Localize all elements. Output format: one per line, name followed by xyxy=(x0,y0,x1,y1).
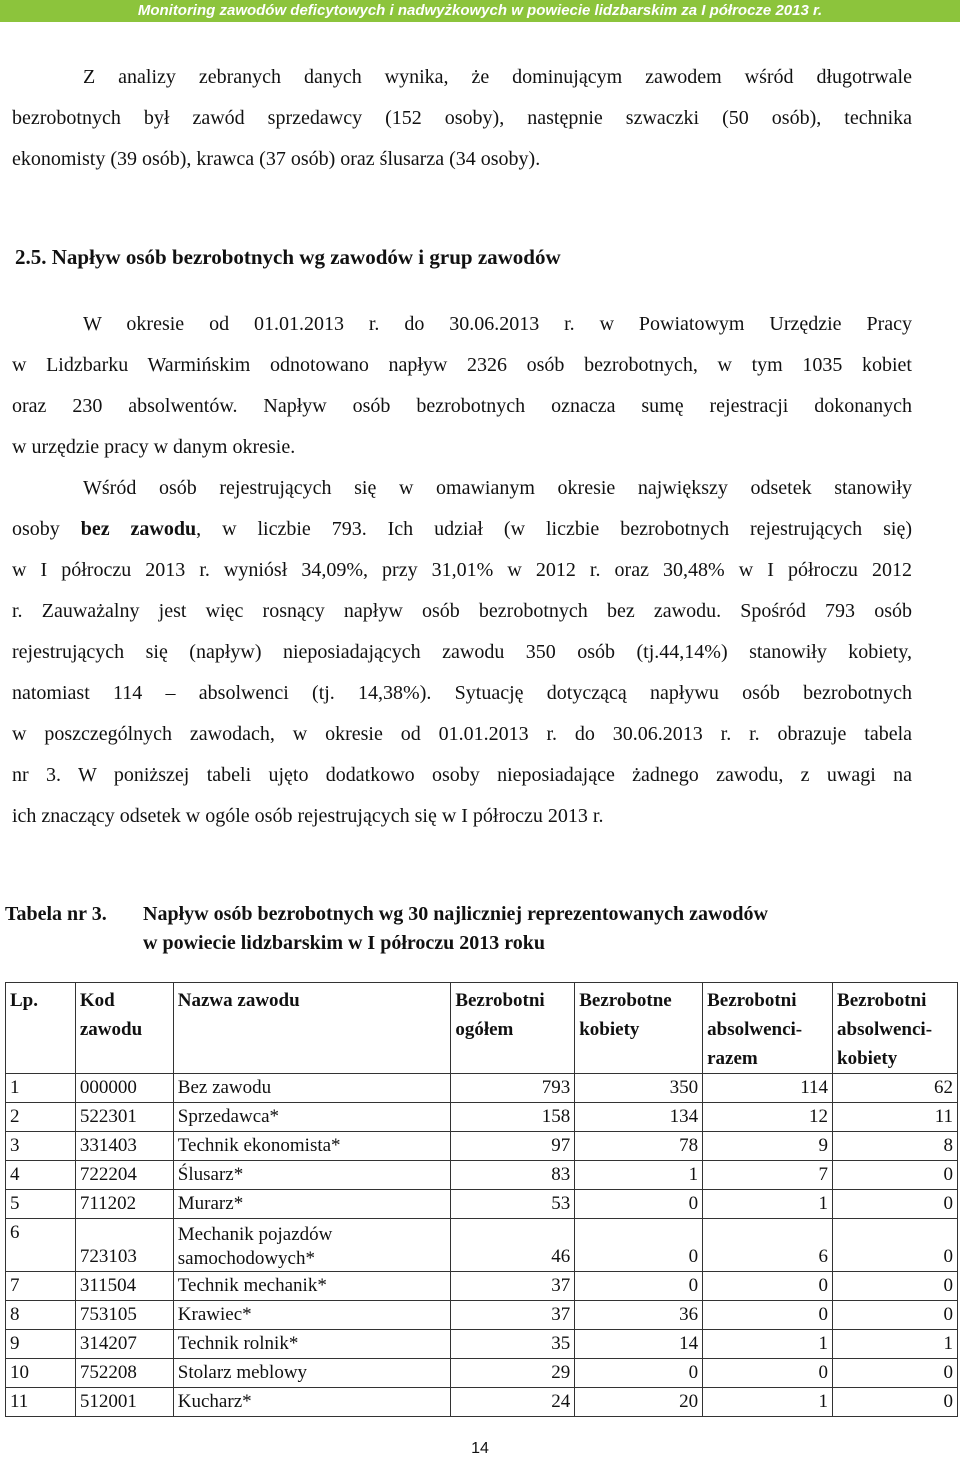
cell-lp: 7 xyxy=(6,1272,76,1301)
cell-nazwa: Ślusarz* xyxy=(173,1161,451,1190)
cell-nazwa: Stolarz meblowy xyxy=(173,1359,451,1388)
cell-nazwa: Krawiec* xyxy=(173,1301,451,1330)
cell-kod: 522301 xyxy=(75,1103,173,1132)
cell-ogolem: 24 xyxy=(451,1388,575,1417)
cell-nazwa: Technik mechanik* xyxy=(173,1272,451,1301)
cell-kobiety: 36 xyxy=(575,1301,703,1330)
cell-kod: 711202 xyxy=(75,1190,173,1219)
text-line: w urzędzie pracy w danym okresie. xyxy=(12,436,296,458)
cell-abs-razem: 1 xyxy=(703,1190,833,1219)
text-line: Wśród osób rejestrujących się w omawianym okresie największy odsetek stanowiły xyxy=(83,477,912,499)
cell-lp: 4 xyxy=(6,1161,76,1190)
cell-lp: 11 xyxy=(6,1388,76,1417)
header-kobiety: Bezrobotne kobiety xyxy=(575,983,703,1074)
cell-kobiety: 350 xyxy=(575,1074,703,1103)
data-table xyxy=(5,982,958,1417)
table-row xyxy=(6,1103,958,1132)
table-row xyxy=(6,1190,958,1219)
cell-abs-kobiety: 0 xyxy=(833,1359,958,1388)
header-band xyxy=(0,0,960,22)
cell-abs-razem: 1 xyxy=(703,1388,833,1417)
header-abs-kobiety: Bezrobotni absolwenci-kobiety xyxy=(833,983,958,1074)
cell-abs-kobiety: 0 xyxy=(833,1219,958,1272)
body-paragraph-1 xyxy=(12,304,912,468)
text-line: Z analizy zebranych danych wynika, że dominującym zawodem wśród długotrwale xyxy=(83,66,912,88)
table-row xyxy=(6,1330,958,1359)
cell-lp: 3 xyxy=(6,1132,76,1161)
text-line: r. Zauważalny jest więc rosnący napływ osób bezrobotnych bez zawodu. Spośród 793 osób xyxy=(12,600,912,622)
cell-abs-kobiety: 0 xyxy=(833,1161,958,1190)
table-row xyxy=(6,1074,958,1103)
text-line: w Lidzbarku Warmińskim odnotowano napływ 2326 osób bezrobotnych, w tym 1035 kobiet xyxy=(12,354,912,376)
cell-nazwa: Kucharz* xyxy=(173,1388,451,1417)
cell-kod: 752208 xyxy=(75,1359,173,1388)
cell-kod: 753105 xyxy=(75,1301,173,1330)
cell-lp: 1 xyxy=(6,1074,76,1103)
table-row xyxy=(6,1132,958,1161)
cell-lp: 5 xyxy=(6,1190,76,1219)
cell-nazwa: Mechanik pojazdów samochodowych* xyxy=(173,1219,451,1272)
intro-paragraph xyxy=(12,57,912,180)
cell-kobiety: 0 xyxy=(575,1190,703,1219)
text-line: osoby bez zawodu, w liczbie 793. Ich udział (w liczbie bezrobotnych rejestrujących się) xyxy=(12,518,912,540)
text-line: rejestrujących się (napływ) nieposiadających zawodu 350 osób (tj.44,14%) stanowiły kobiety, xyxy=(12,641,912,663)
cell-kobiety: 20 xyxy=(575,1388,703,1417)
cell-kod: 331403 xyxy=(75,1132,173,1161)
cell-nazwa: Bez zawodu xyxy=(173,1074,451,1103)
cell-abs-razem: 9 xyxy=(703,1132,833,1161)
text-line: natomiast 114 – absolwenci (tj. 14,38%). Sytuację dotyczącą napływu osób bezrobotnych xyxy=(12,682,912,704)
cell-ogolem: 158 xyxy=(451,1103,575,1132)
header-title: Monitoring zawodów deficytowych i nadwyżkowych w powiecie lidzbarskim za I półrocze 2013 r. xyxy=(137,2,823,19)
text-line: ekonomisty (39 osób), krawca (37 osób) oraz ślusarza (34 osoby). xyxy=(12,148,541,170)
header-abs-razem: Bezrobotni absolwenci-razem xyxy=(703,983,833,1074)
table-header-row xyxy=(6,983,958,1074)
cell-abs-kobiety: 8 xyxy=(833,1132,958,1161)
cell-abs-kobiety: 1 xyxy=(833,1330,958,1359)
table-row xyxy=(6,1301,958,1330)
cell-lp: 10 xyxy=(6,1359,76,1388)
cell-abs-razem: 7 xyxy=(703,1161,833,1190)
cell-abs-razem: 6 xyxy=(703,1219,833,1272)
table-row xyxy=(6,1388,958,1417)
cell-lp: 8 xyxy=(6,1301,76,1330)
cell-ogolem: 37 xyxy=(451,1301,575,1330)
cell-abs-razem: 0 xyxy=(703,1359,833,1388)
text-line: oraz 230 absolwentów. Napływ osób bezrobotnych oznacza sumę rejestracji dokonanych xyxy=(12,395,912,417)
cell-ogolem: 37 xyxy=(451,1272,575,1301)
table-label: Tabela nr 3. xyxy=(5,903,107,925)
table-row xyxy=(6,1272,958,1301)
page-number: 14 xyxy=(471,1440,489,1457)
cell-lp: 9 xyxy=(6,1330,76,1359)
cell-kobiety: 1 xyxy=(575,1161,703,1190)
cell-kod: 723103 xyxy=(75,1219,173,1272)
cell-kod: 722204 xyxy=(75,1161,173,1190)
text-line: bezrobotnych był zawód sprzedawcy (152 osoby), następnie szwaczki (50 osób), technika xyxy=(12,107,912,129)
cell-ogolem: 83 xyxy=(451,1161,575,1190)
cell-kobiety: 78 xyxy=(575,1132,703,1161)
table-row xyxy=(6,1359,958,1388)
cell-kod: 000000 xyxy=(75,1074,173,1103)
cell-kod: 311504 xyxy=(75,1272,173,1301)
cell-ogolem: 793 xyxy=(451,1074,575,1103)
table-row xyxy=(6,1161,958,1190)
cell-ogolem: 35 xyxy=(451,1330,575,1359)
cell-abs-kobiety: 0 xyxy=(833,1388,958,1417)
cell-abs-kobiety: 11 xyxy=(833,1103,958,1132)
cell-abs-razem: 114 xyxy=(703,1074,833,1103)
cell-ogolem: 53 xyxy=(451,1190,575,1219)
text-line: W okresie od 01.01.2013 r. do 30.06.2013 r. w Powiatowym Urzędzie Pracy xyxy=(83,313,912,335)
text-line: w poszczególnych zawodach, w okresie od 01.01.2013 r. do 30.06.2013 r. r. obrazuje tabela xyxy=(12,723,912,745)
cell-abs-kobiety: 0 xyxy=(833,1301,958,1330)
cell-kobiety: 14 xyxy=(575,1330,703,1359)
cell-kobiety: 0 xyxy=(575,1359,703,1388)
cell-nazwa: Technik ekonomista* xyxy=(173,1132,451,1161)
cell-kod: 512001 xyxy=(75,1388,173,1417)
header-lp: Lp. xyxy=(6,983,76,1074)
header-kod: Kod zawodu xyxy=(75,983,173,1074)
header-nazwa: Nazwa zawodu xyxy=(173,983,451,1074)
section-heading: 2.5. Napływ osób bezrobotnych wg zawodów i grup zawodów xyxy=(15,245,561,269)
cell-abs-razem: 1 xyxy=(703,1330,833,1359)
cell-nazwa: Technik rolnik* xyxy=(173,1330,451,1359)
text-line: w I półroczu 2013 r. wyniósł 34,09%, przy 31,01% w 2012 r. oraz 30,48% w I półroczu 2012 xyxy=(12,559,912,581)
cell-abs-razem: 0 xyxy=(703,1272,833,1301)
cell-abs-razem: 0 xyxy=(703,1301,833,1330)
cell-lp: 6 xyxy=(6,1219,76,1272)
cell-nazwa: Murarz* xyxy=(173,1190,451,1219)
bold-phrase: bez zawodu xyxy=(80,518,197,540)
cell-abs-kobiety: 0 xyxy=(833,1272,958,1301)
cell-abs-razem: 12 xyxy=(703,1103,833,1132)
cell-kobiety: 0 xyxy=(575,1219,703,1272)
cell-nazwa: Sprzedawca* xyxy=(173,1103,451,1132)
header-ogolem: Bezrobotni ogółem xyxy=(451,983,575,1074)
table-row xyxy=(6,1219,958,1272)
body-paragraph-2 xyxy=(12,468,912,837)
cell-kobiety: 0 xyxy=(575,1272,703,1301)
cell-ogolem: 97 xyxy=(451,1132,575,1161)
table-title: Napływ osób bezrobotnych wg 30 najliczniej reprezentowanych zawodów w powiecie lidzbarskim w I półroczu 2013 roku xyxy=(143,903,768,954)
text-line: ich znaczący odsetek w ogóle osób rejestrujących się w I półroczu 2013 r. xyxy=(12,805,604,827)
cell-kod: 314207 xyxy=(75,1330,173,1359)
cell-kobiety: 134 xyxy=(575,1103,703,1132)
cell-lp: 2 xyxy=(6,1103,76,1132)
text-line: nr 3. W poniższej tabeli ujęto dodatkowo osoby nieposiadające żadnego zawodu, z uwagi na xyxy=(12,764,912,786)
cell-ogolem: 46 xyxy=(451,1219,575,1272)
cell-ogolem: 29 xyxy=(451,1359,575,1388)
cell-abs-kobiety: 0 xyxy=(833,1190,958,1219)
cell-abs-kobiety: 62 xyxy=(833,1074,958,1103)
